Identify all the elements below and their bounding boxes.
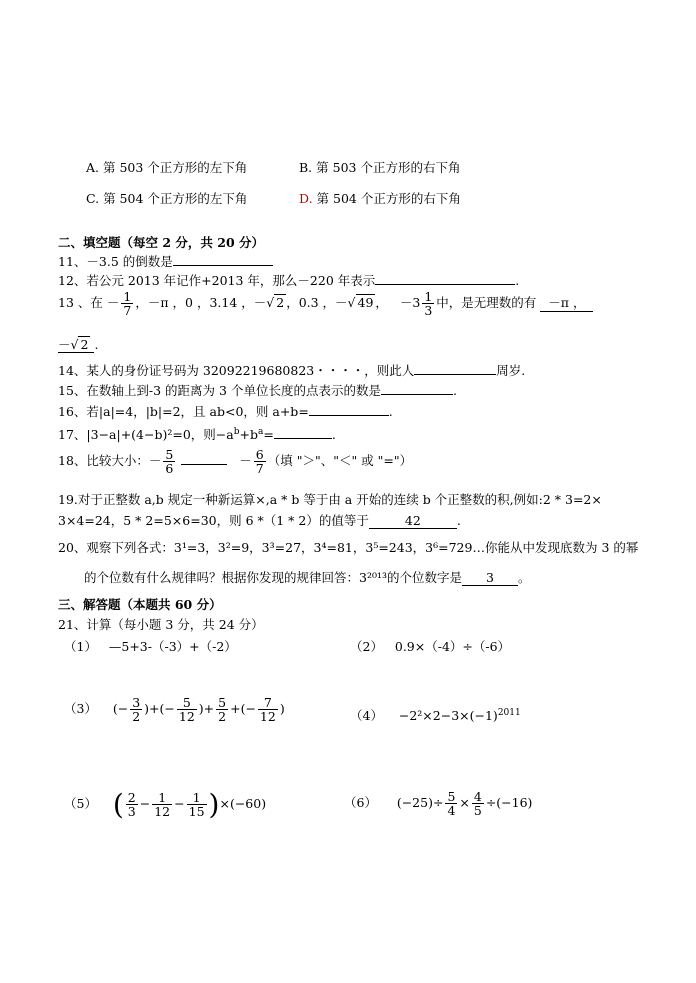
question-11: 11、－3.5 的倒数是	[58, 251, 273, 270]
section-3-title: 三、解答题（本题共 60 分）	[58, 597, 222, 612]
answer-blank	[309, 401, 389, 416]
choice-d: D. 第 504 个正方形的右下角	[299, 191, 461, 206]
answer-blank	[381, 380, 453, 395]
problem-6: （6） (−25)÷ $\frac{5}{4}$ × $\frac{4}{5}$ ÷(−16)	[344, 789, 533, 819]
question-13: 13 、在 － $\frac{1}{7}$ ，－π ，0 ，3.14 ，－√ 2 ，0.3 ，－√ 49 ， －3 $\frac{1}{3}$ 中，是无理数的有 －π ，	[58, 290, 593, 317]
question-13-continued: －√ 2 .	[58, 337, 99, 352]
question-12: 12、若公元 2013 年记作+2013 年，那么－220 年表示 .	[58, 270, 519, 289]
fraction: $\frac{5}{2}$	[218, 695, 227, 725]
fraction: $\frac{5}{6}$	[165, 447, 174, 477]
fraction: $\frac{1}{7}$	[123, 289, 132, 319]
fraction: $\frac{6}{7}$	[255, 447, 264, 477]
question-15: 15、在数轴上到-3 的距离为 3 个单位长度的点表示的数是 .	[58, 380, 457, 399]
problem-5: （5） ( $\frac{2}{3}$ − $\frac{1}{12}$ − $\frac{1}{15}$ )×(−60)	[64, 788, 267, 821]
answer-blank	[181, 450, 227, 465]
choice-c: C. 第 504 个正方形的左下角	[86, 191, 248, 206]
problem-2: （2） 0.9×（-4）÷（-6）	[350, 639, 511, 654]
choice-b: B. 第 503 个正方形的右下角	[299, 160, 461, 175]
question-21-title: 21、计算（每小题 3 分，共 24 分）	[58, 617, 264, 632]
fraction: $\frac{5}{4}$	[447, 789, 456, 819]
fraction: $\frac{1}{15}$	[188, 789, 205, 819]
question-19-line1: 19.对于正整数 a,b 规定一种新运算×,a * b 等于由 a 开始的连续 b 个正整数的积,例如:2 * 3=2×	[58, 492, 602, 507]
question-18: 18、比较大小：－ $\frac{5}{6}$ － $\frac{6}{7}$ （填 "＞"、"＜" 或 "="）	[58, 447, 413, 477]
question-16: 16、若|a|=4，|b|=2，且 ab<0，则 a+b= .	[58, 401, 393, 420]
answer-blank	[173, 251, 273, 266]
question-14: 14、某人的身份证号码为 32092219680823・・・・，则此人 周岁.	[58, 360, 525, 379]
problem-3: （3） (− $\frac{3}{2}$ )+(− $\frac{5}{12}$ )+ $\frac{5}{2}$ +(− $\frac{7}{12}$ )	[64, 695, 285, 725]
problem-4: （4） $-2^2\times 2-3\times(-1)^{2011}$	[350, 707, 521, 723]
answer-blank	[414, 360, 496, 375]
fraction: $\frac{7}{12}$	[259, 695, 276, 725]
fraction: $\frac{3}{2}$	[132, 695, 141, 725]
question-19-line2: 3×4=24，5 * 2=5×6=30，则 6 *（1 * 2）的值等于 42 .	[58, 513, 461, 528]
fraction: $\frac{4}{5}$	[473, 789, 482, 819]
question-17: 17、|3−a|+(4−b)²=0，则$-a^b+b^a=$ .	[58, 424, 336, 443]
fraction: $\frac{1}{3}$	[424, 289, 433, 319]
question-20-line2: 的个位数有什么规律吗？根据你发现的规律回答：3²⁰¹³的个位数字是 3 。	[84, 570, 531, 585]
answer-blank	[375, 270, 515, 285]
fraction: $\frac{1}{12}$	[154, 789, 171, 819]
section-2-title: 二、填空题（每空 2 分，共 20 分）	[58, 235, 265, 250]
choice-a: A. 第 503 个正方形的左下角	[86, 160, 248, 175]
fraction: $\frac{2}{3}$	[127, 789, 136, 819]
problem-1: （1） —5+3-（-3）+（-2）	[64, 639, 237, 654]
fraction: $\frac{5}{12}$	[178, 695, 195, 725]
question-20-line1: 20、观察下列各式：3¹=3，3²=9，3³=27，3⁴=81，3⁵=243，3⁶=729…你能从中发现底数为 3 的幂	[58, 540, 639, 555]
answer-blank	[274, 424, 332, 439]
